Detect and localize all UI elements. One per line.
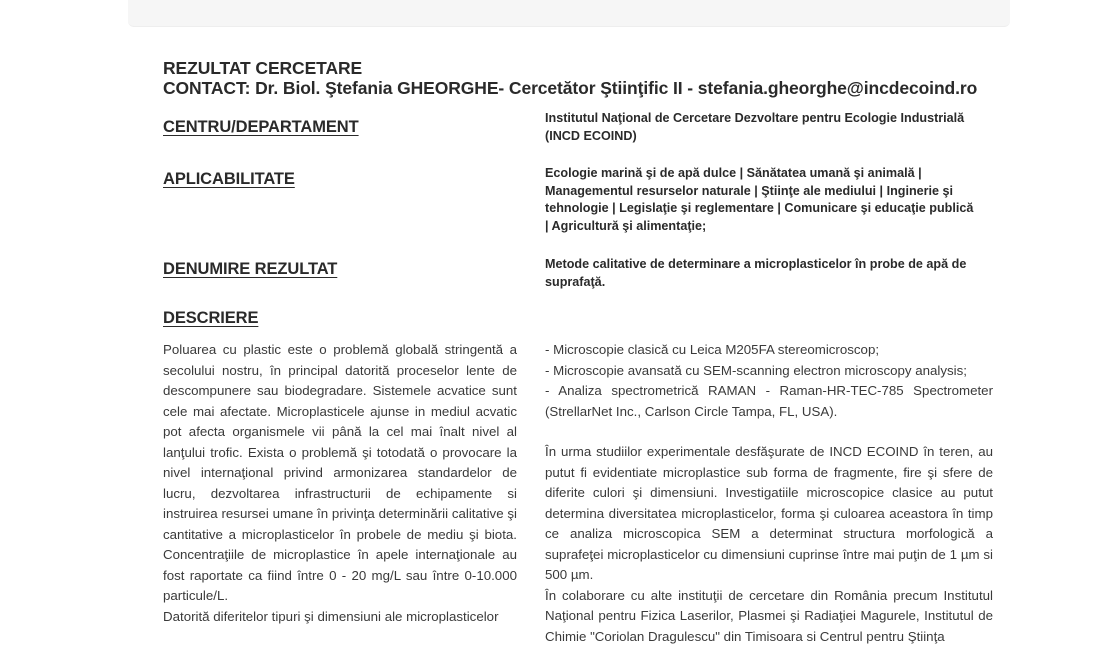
- right-paragraph-results: În urma studiilor experimentale desfăşurate de INCD ECOIND în teren, au putut fi evidentiate microplastice sub forma de fragmente, fire şi sfere de diferite culori şi dimensiuni. Investigatiile microscopice clasice au putut determina diversitatea microplasticelor, forma şi culoarea aceastora în timp ce analiza microscopica SEM a determinat structura morfologică a suprafeţei microplasticelor cu dimensiuni cuprinse între mai puţin de 1 µm si 500 µm.: [545, 442, 993, 586]
- document-title: REZULTAT CERCETARE: [163, 58, 362, 78]
- section-label-descriere: DESCRIERE: [163, 309, 258, 328]
- method-item-2: - Microscopie avansată cu SEM-scanning electron microscopy analysis;: [545, 361, 993, 382]
- previous-page-edge: [128, 0, 1010, 27]
- left-paragraph-1: Poluarea cu plastic este o problemă globală stringentă a secolului nostru, în principal datorită proceselor lente de descompunere sau biodegradare. Sistemele acvatice sunt cele mai afectate. Microplasticele ajunse in mediul acvatic pot afecta organismele vii până la cel mai înalt nivel al lanţului trofic. Exista o problemă şi totodată o provocare la nivel internaţional privind armonizarea standardelor de lucru, dezvoltarea infrastructurii de echipamente si instruirea resursei umane în privinţa determinării calitative şi cantitative a microplasticelor în probele de mediu şi biota. Concentraţiile de microplastice în apele internaţionale au fost raportate ca fiind între 0 - 20 mg/L sau între 0-10.000 particule/L.: [163, 340, 517, 607]
- section-value-centru: Institutul Naţional de Cercetare Dezvoltare pentru Ecologie Industrială (INCD ECOIND): [545, 110, 975, 145]
- method-item-3: - Analiza spectrometrică RAMAN - Raman-HR-TEC-785 Spectrometer (StrellarNet Inc., Carlson Circle Tampa, FL, USA).: [545, 381, 993, 422]
- contact-line: CONTACT: Dr. Biol. Ştefania GHEORGHE- Cercetător Ştiinţific II - stefania.gheorghe@incdecoind.ro: [163, 78, 977, 98]
- description-right-column: [545, 340, 993, 647]
- right-paragraph-collaboration: În colaborare cu alte instituţii de cercetare din România precum Institutul Naţional pentru Fizica Laserilor, Plasmei şi Radiaţiei Magurele, Institutul de Chimie "Coriolan Dragulescu" din Timisoara si Centrul pentru Ştiinţa: [545, 586, 993, 647]
- section-value-aplicabilitate: Ecologie marină şi de apă dulce | Sănătatea umană şi animală | Managementul resurselor naturale | Ştiinţe ale mediului | Inginerie şi tehnologie | Legislaţie şi reglementare | Comunicare şi educaţie publică | Agricultură şi alimentaţie;: [545, 165, 975, 235]
- method-item-1: - Microscopie clasică cu Leica M205FA stereomicroscop;: [545, 340, 993, 361]
- description-left-column: [163, 340, 517, 627]
- section-label-aplicabilitate: APLICABILITATE: [163, 170, 295, 189]
- section-label-denumire: DENUMIRE REZULTAT: [163, 260, 337, 279]
- section-value-denumire: Metode calitative de determinare a microplasticelor în probe de apă de suprafaţă.: [545, 256, 975, 291]
- left-paragraph-2: Datorită diferitelor tipuri şi dimensiuni ale microplasticelor: [163, 607, 517, 628]
- section-label-centru: CENTRU/DEPARTAMENT: [163, 118, 359, 137]
